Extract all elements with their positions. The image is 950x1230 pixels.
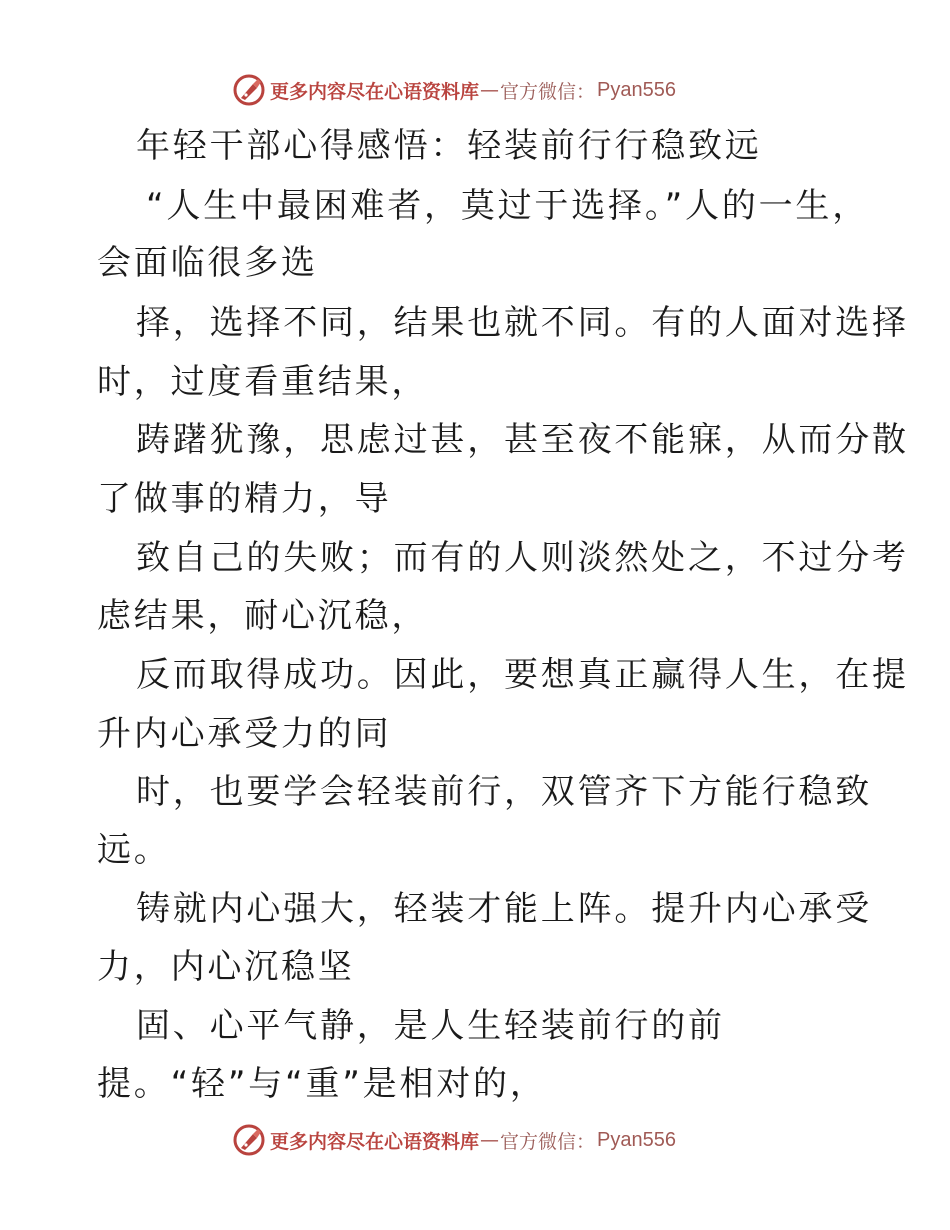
text-line: 远。 [97, 830, 171, 870]
text-line: 提。“轻”与“重”是相对的， [97, 1064, 547, 1104]
text-line: 升内心承受力的同 [97, 714, 392, 754]
banner-wechat-id: Pyan556 [597, 78, 676, 101]
header-banner [232, 73, 676, 107]
text-line: “人生中最困难者，莫过于选择。”人的一生， [146, 186, 870, 226]
banner-wechat-id: Pyan556 [597, 1128, 676, 1151]
text-line: 反而取得成功。因此，要想真正赢得人生，在提 [136, 655, 909, 695]
text-line: 虑结果，耐心沉稳， [97, 596, 429, 636]
pen-nib-logo-icon [232, 1123, 266, 1157]
text-line: 力，内心沉稳坚 [97, 947, 355, 987]
banner-label: 官方微信： [500, 1130, 596, 1153]
text-line: 了做事的精力，导 [97, 479, 392, 519]
pen-nib-logo-icon [232, 73, 266, 107]
banner-text: 更多内容尽在心语资料库 [270, 80, 480, 103]
banner-label: 官方微信： [500, 80, 596, 103]
footer-banner [232, 1123, 676, 1157]
text-line: 时，也要学会轻装前行，双管齐下方能行稳致 [136, 772, 872, 812]
document-title: 年轻干部心得感悟：轻装前行行稳致远 [136, 126, 762, 166]
text-line: 铸就内心强大，轻装才能上阵。提升内心承受 [136, 889, 872, 929]
text-line: 择，选择不同，结果也就不同。有的人面对选择 [136, 303, 909, 343]
banner-text: 更多内容尽在心语资料库 [270, 1130, 480, 1153]
banner-dash: — [480, 1129, 500, 1151]
text-line: 会面临很多选 [97, 243, 318, 283]
text-line: 致自己的失败；而有的人则淡然处之，不过分考 [136, 538, 909, 578]
text-line: 时，过度看重结果， [97, 362, 429, 402]
text-line: 固、心平气静，是人生轻装前行的前 [136, 1006, 725, 1046]
text-line: 踌躇犹豫，思虑过甚，甚至夜不能寐，从而分散 [136, 420, 909, 460]
banner-dash: — [480, 79, 500, 101]
